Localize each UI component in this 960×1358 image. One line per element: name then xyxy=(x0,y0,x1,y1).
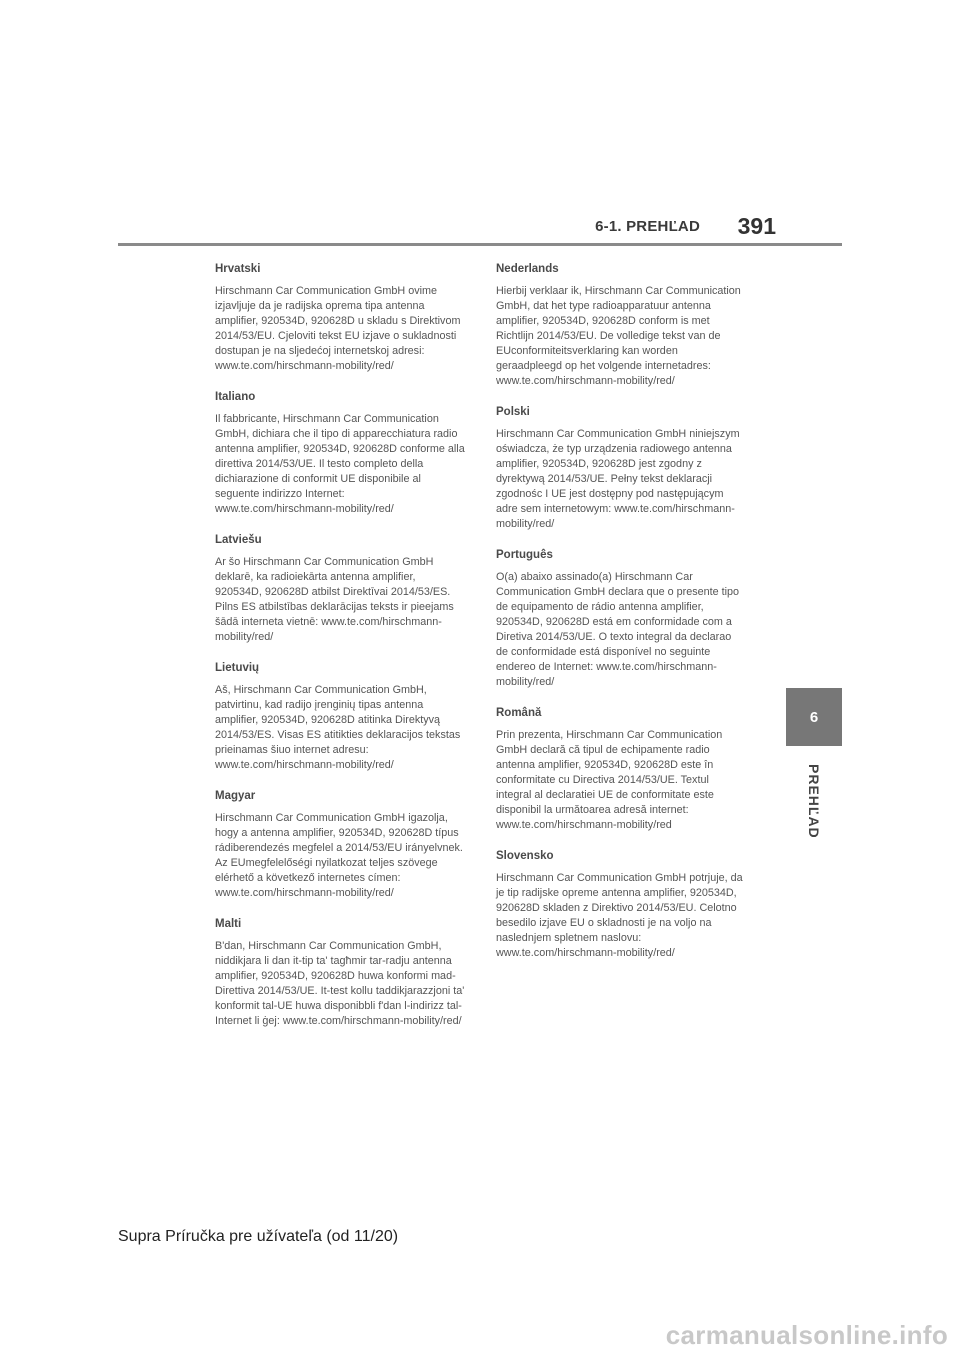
manual-title: Supra Príručka pre užívateľa (od 11/20) xyxy=(118,1228,399,1245)
declaration-text: Prin prezenta, Hirschmann Car Communication GmbH declară că tipul de echipamente radio antenna amplifier, 920534D, 920628D este în conformitate cu Directiva 2014/53/UE. Textul integral al declaratiei UE de conformitate este disponibil la următoarea adresă internet: www.te.com/hirschmann-mobility/red xyxy=(496,729,723,831)
declaration-section xyxy=(215,789,465,901)
chapter-number: 6 xyxy=(809,708,819,726)
language-heading: Slovensko xyxy=(496,850,554,862)
language-heading: Polski xyxy=(496,406,530,418)
chapter-label-wrapper xyxy=(786,756,842,846)
language-heading: Română xyxy=(496,707,542,719)
declaration-section xyxy=(215,390,465,517)
declaration-section xyxy=(215,262,465,374)
left-column xyxy=(215,262,465,1045)
declaration-text: Aš, Hirschmann Car Communication GmbH, patvirtinu, kad radijo įrenginių tipas antenna amplifier, 920534D, 920628D atitinka Direktyvą 2014/53/ES. Visas ES atitikties deklaracijos tekstas prieinamas šiuo internet adresu: www.te.com/hirschmann-mobility/red/ xyxy=(215,684,461,771)
right-column xyxy=(496,262,746,977)
declaration-text: B'dan, Hirschmann Car Communication GmbH, niddikjara li dan it-tip ta' tagħmir tar-radju antenna amplifier, 920534D, 920628D huwa konformi mad-Direttiva 2014/53/UE. It-test kollu taddikjarazzjoni ta' konformit tal-UE huwa disponibbli f'dan l-indirizz tal-Internet li ġej: www.te.com/hirschmann-mobility/red/ xyxy=(215,940,465,1027)
declaration-section xyxy=(215,533,465,645)
declaration-section xyxy=(496,405,746,532)
language-heading: Latviešu xyxy=(215,534,262,546)
declaration-text: Hierbij verklaar ik, Hirschmann Car Communication GmbH, dat het type radioapparatuur antenna amplifier, 920534D, 920628D conform is met Richtlijn 2014/53/EU. De volledige tekst van de EUconformiteitsverklaring kan worden geraadpleegd op het volgende internetadres: www.te.com/hirschmann-mobility/red/ xyxy=(496,285,741,387)
declaration-text: O(a) abaixo assinado(a) Hirschmann Car Communication GmbH declara que o presente tipo de equipamento de rádio antenna amplifier, 920534D, 920628D está em conformidade com a Diretiva 2014/53/UE. O texto integral da declarao de conformidade está disponível no seguinte endereo de Internet: www.te.com/hirschmann-mobility/red/ xyxy=(496,571,740,688)
language-heading: Magyar xyxy=(215,790,256,802)
declaration-text: Hirschmann Car Communication GmbH ovime izjavljuje da je radijska oprema tipa antenna amplifier, 920534D, 920628D u skladu s Direktivom 2014/53/EU. Cjeloviti tekst EU izjave o sukladnosti dostupan je na sljedećoj internetskoj adresi: www.te.com/hirschmann-mobility/red/ xyxy=(215,285,461,372)
language-heading: Nederlands xyxy=(496,263,559,275)
declaration-text: Hirschmann Car Communication GmbH igazolja, hogy a antenna amplifier, 920534D, 920628D típus rádiberendezés megfelel a 2014/53/EU irányelvnek. Az EUmegfelelőségi nyilatkozat teljes szövege elérhető a következő internetes címen: www.te.com/hirschmann-mobility/red/ xyxy=(215,812,463,899)
declaration-text: Il fabbricante, Hirschmann Car Communication GmbH, dichiara che il tipo di apparecchiatura radio antenna amplifier, 920534D, 920628D conforme alla direttiva 2014/53/UE. Il testo completo della dichiarazione di conformit UE disponibile al seguente indirizzo Internet: www.te.com/hirschmann-mobility/red/ xyxy=(215,413,465,515)
language-heading: Italiano xyxy=(215,391,256,403)
declaration-text: Hirschmann Car Communication GmbH niniejszym oświadcza, że typ urządzenia radiowego antenna amplifier, 920534D, 920628D jest zgodny z dyrektywą 2014/53/UE. Pełny tekst deklaracji zgodnośc I UE jest dostępny pod następującym adre sem internetowym: www.te.com/hirschmann-mobility/red/ xyxy=(496,428,740,530)
declaration-section xyxy=(496,706,746,833)
declaration-text: Hirschmann Car Communication GmbH potrjuje, da je tip radijske opreme antenna amplifier, 920534D, 920628D skladen z Direktivo 2014/53/EU. Celotno besedilo izjave EU o skladnosti je na voljo na naslednjem spletnem naslovu: www.te.com/hirschmann-mobility/red/ xyxy=(496,872,743,959)
chapter-tab xyxy=(786,688,842,746)
section-title: 6-1. PREHĽAD xyxy=(595,218,700,235)
watermark: carmanualsonline.info xyxy=(665,1320,948,1350)
declaration-section xyxy=(215,917,465,1029)
language-heading: Hrvatski xyxy=(215,263,261,275)
header-divider xyxy=(118,243,842,246)
declaration-section xyxy=(496,849,746,961)
page-number: 391 xyxy=(737,213,776,239)
language-heading: Malti xyxy=(215,918,242,930)
chapter-label: PREHĽAD xyxy=(806,763,822,839)
declaration-section xyxy=(496,262,746,389)
declaration-section xyxy=(215,661,465,773)
declaration-section xyxy=(496,548,746,690)
declaration-text: Ar šo Hirschmann Car Communication GmbH deklarē, ka radioiekārta antenna amplifier, 920534D, 920628D atbilst Direktīvai 2014/53/ES. Pilns ES atbilstības deklarācijas teksts ir pieejams šādā interneta vietnē: www.te.com/hirschmann-mobility/red/ xyxy=(215,556,454,643)
language-heading: Português xyxy=(496,549,553,561)
language-heading: Lietuvių xyxy=(215,662,260,674)
